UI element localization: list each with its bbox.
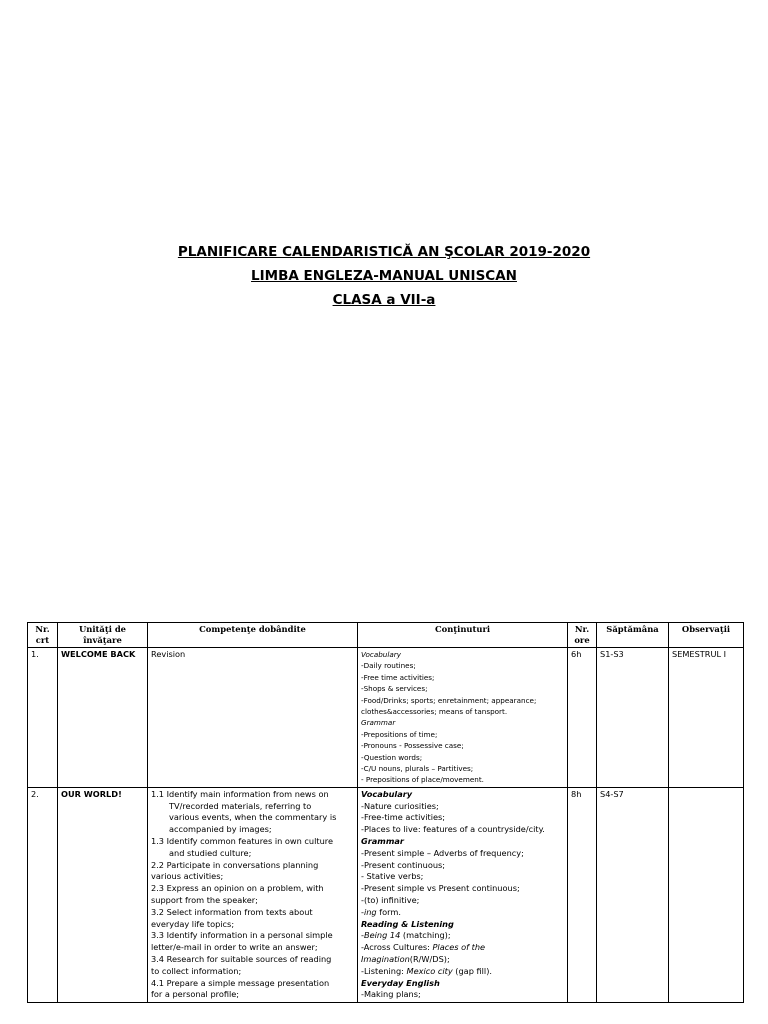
text-span: -Across Cultures: (361, 942, 433, 953)
text-span: form. (376, 906, 401, 917)
text-span: - (361, 906, 364, 917)
row2-contents-line: -Nature curiosities; (361, 800, 439, 811)
competence-line: letter/e-mail in order to write an answer; (151, 942, 318, 953)
row1-hours: 6h (568, 648, 597, 788)
planning-table (27, 622, 744, 1003)
row2-notes (669, 787, 744, 1002)
row1-contents-line: clothes&accessories; means of tansport. (361, 707, 508, 717)
row1-competences: Revision (148, 648, 358, 788)
table-row (28, 787, 744, 1002)
title-line-1: PLANIFICARE CALENDARISTICĂ AN ŞCOLAR 2019-2020 (177, 244, 591, 260)
row1-contents-line: -Shops & services; (361, 684, 428, 694)
competence-line: various events, when the commentary is (169, 812, 337, 823)
row2-contents-line (361, 930, 564, 942)
header-notes: Observaţii (669, 623, 744, 648)
competence-line: everyday life topics; (151, 918, 235, 929)
row1-contents (358, 648, 568, 788)
row1-contents-line: -Prepositions of time; (361, 729, 438, 739)
header-week: Săptămâna (597, 623, 669, 648)
competence-line: various activities; (151, 871, 224, 882)
header-competences: Competenţe dobândite (148, 623, 358, 648)
row1-unit: WELCOME BACK (58, 648, 148, 788)
text-span: ing (363, 906, 377, 917)
row2-contents-line: -Free-time activities; (361, 812, 446, 823)
row2-hours: 8h (568, 787, 597, 1002)
row2-nr: 2. (28, 787, 58, 1002)
title-line-3: CLASA a VII-a (332, 292, 436, 308)
row2-contents-heading: Everyday English (361, 977, 440, 988)
competence-line: and studied culture; (169, 847, 252, 858)
row1-notes: SEMESTRUL I (669, 648, 744, 788)
table-header-row (28, 623, 744, 648)
competence-line: 1.1 Identify main information from news on (151, 788, 329, 799)
competence-line: 1.3 Identify common features in own culture (151, 836, 333, 847)
header-hours: Nr. ore (568, 623, 597, 648)
row1-contents-line: -Daily routines; (361, 661, 416, 671)
table-row (28, 648, 744, 788)
text-span: Mexico city (406, 965, 453, 976)
row2-contents-line (361, 942, 564, 954)
competence-line: 2.2 Participate in conversations planning (151, 859, 319, 870)
header-contents: Conţinuturi (358, 623, 568, 648)
row2-contents-line: -(to) infinitive; (361, 895, 420, 906)
row2-contents-line: -Present simple – Adverbs of frequency; (361, 847, 524, 858)
row2-contents-heading: Vocabulary (361, 788, 413, 799)
row2-contents-line: - Stative verbs; (361, 871, 424, 882)
row1-contents-line: -Free time activities; (361, 672, 435, 682)
header-units: Unităţi de învăţare (58, 623, 148, 648)
text-span: Being 14 (363, 930, 401, 941)
row2-competences (148, 787, 358, 1002)
competence-line: 3.4 Research for suitable sources of reading (151, 954, 332, 965)
text-span: (R/W/DS); (409, 954, 450, 965)
title-line-2: LIMBA ENGLEZA-MANUAL UNISCAN (251, 268, 517, 284)
row1-contents-line: - Prepositions of place/movement. (361, 775, 484, 785)
row2-contents-line: -Present simple vs Present continuous; (361, 883, 520, 894)
competence-line: 3.2 Select information from texts about (151, 906, 313, 917)
text-span: -Listening: (361, 965, 407, 976)
header-nr: Nr. crt (28, 623, 58, 648)
row2-contents-line (361, 954, 564, 966)
row2-contents (358, 787, 568, 1002)
row1-week: S1-S3 (597, 648, 669, 788)
competence-line: support from the speaker; (151, 895, 258, 906)
competence-line: TV/recorded materials, referring to (169, 800, 312, 811)
competence-line: 4.1 Prepare a simple message presentation (151, 977, 330, 988)
text-span: (matching); (400, 930, 451, 941)
row2-week: S4-S7 (597, 787, 669, 1002)
row2-unit: OUR WORLD! (58, 787, 148, 1002)
row1-contents-heading: Grammar (361, 718, 396, 728)
competence-line: accompanied by images; (169, 824, 272, 835)
competence-line: to collect information; (151, 965, 242, 976)
text-span: Imagination (361, 954, 410, 965)
row2-contents-heading: Reading & Listening (361, 918, 454, 929)
competence-line: for a personal profile; (151, 989, 240, 1000)
text-span: (gap fill). (452, 965, 493, 976)
row1-contents-line: -C/U nouns, plurals – Partitives; (361, 764, 474, 774)
competence-line: 2.3 Express an opinion on a problem, with (151, 883, 324, 894)
row1-contents-line: -Question words; (361, 752, 423, 762)
document-titles (0, 240, 768, 312)
row2-contents-line: -Present continuous; (361, 859, 446, 870)
row1-contents-line: -Pronouns - Possessive case; (361, 741, 464, 751)
row2-contents-line (361, 907, 564, 919)
text-span: Places of the (432, 942, 486, 953)
row1-nr: 1. (28, 648, 58, 788)
row1-contents-line: -Food/Drinks; sports; enretainment; appearance; (361, 695, 537, 705)
row2-contents-line: -Making plans; (361, 989, 421, 1000)
competence-line: 3.3 Identify information in a personal simple (151, 930, 333, 941)
text-span: - (361, 930, 364, 941)
row2-contents-heading: Grammar (361, 836, 404, 847)
row1-contents-heading: Vocabulary (361, 650, 401, 659)
row2-contents-line (361, 966, 564, 978)
row2-contents-line: -Places to live: features of a countryside/city. (361, 824, 545, 835)
